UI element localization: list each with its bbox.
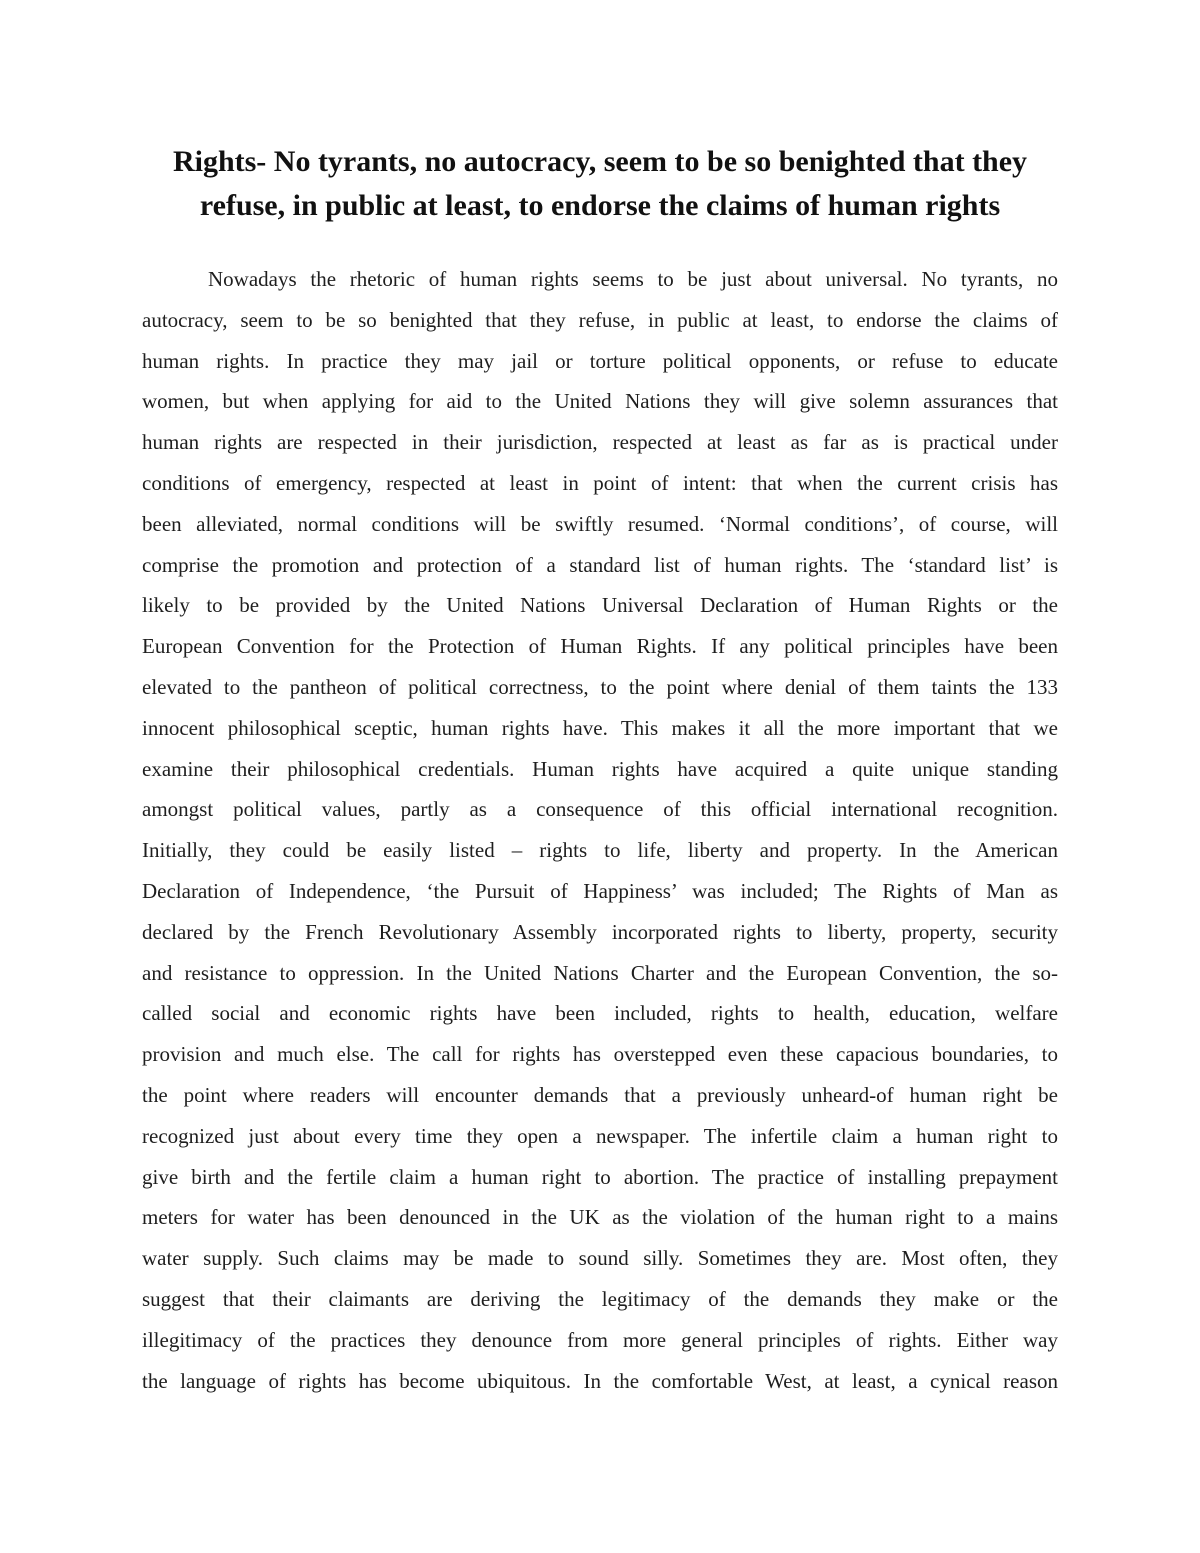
body-paragraph	[142, 259, 1058, 1401]
body-line: elevated to the pantheon of political correctness, to the point where denial of them taints the 133	[142, 674, 1058, 699]
body-line: likely to be provided by the United Nations Universal Declaration of Human Rights or the	[142, 593, 1058, 618]
body-line: the language of rights has become ubiquitous. In the comfortable West, at least, a cynical reason	[142, 1368, 1058, 1393]
body-line: meters for water has been denounced in the UK as the violation of the human right to a mains	[142, 1205, 1058, 1230]
body-line: conditions of emergency, respected at least in point of intent: that when the current crisis has	[142, 470, 1058, 495]
body-line: called social and economic rights have been included, rights to health, education, welfare	[142, 1001, 1058, 1026]
body-line: autocracy, seem to be so benighted that they refuse, in public at least, to endorse the claims of	[142, 307, 1058, 332]
body-line: Declaration of Independence, ‘the Pursuit of Happiness’ was included; The Rights of Man as	[142, 878, 1058, 903]
body-line: comprise the promotion and protection of a standard list of human rights. The ‘standard list’ is	[142, 552, 1058, 577]
body-line: European Convention for the Protection of Human Rights. If any political principles have been	[142, 634, 1058, 659]
body-line: women, but when applying for aid to the United Nations they will give solemn assurances that	[142, 389, 1058, 414]
title-line: refuse, in public at least, to endorse the claims of human rights	[199, 189, 1001, 222]
body-line: and resistance to oppression. In the United Nations Charter and the European Convention, the so-	[142, 960, 1058, 985]
body-line: Nowadays the rhetoric of human rights seems to be just about universal. No tyrants, no	[208, 267, 1058, 291]
body-line: examine their philosophical credentials. Human rights have acquired a quite unique standing	[142, 756, 1058, 781]
body-line: suggest that their claimants are deriving the legitimacy of the demands they make or the	[142, 1286, 1058, 1311]
body-line: Initially, they could be easily listed – rights to life, liberty and property. In the American	[142, 838, 1058, 863]
body-line: declared by the French Revolutionary Assembly incorporated rights to liberty, property, security	[142, 919, 1058, 944]
body-line: recognized just about every time they open a newspaper. The infertile claim a human right to	[142, 1123, 1058, 1148]
body-line: illegitimacy of the practices they denounce from more general principles of rights. Either way	[142, 1327, 1058, 1352]
body-line: human rights are respected in their jurisdiction, respected at least as far as is practical under	[142, 430, 1058, 455]
document-title	[120, 140, 1080, 228]
body-line: the point where readers will encounter demands that a previously unheard-of human right be	[142, 1082, 1058, 1107]
body-line: innocent philosophical sceptic, human rights have. This makes it all the more important that we	[142, 715, 1058, 740]
body-line: amongst political values, partly as a consequence of this official international recognition.	[142, 797, 1058, 822]
body-line: give birth and the fertile claim a human right to abortion. The practice of installing prepayment	[142, 1164, 1058, 1189]
body-line: been alleviated, normal conditions will be swiftly resumed. ‘Normal conditions’, of course, will	[142, 511, 1058, 536]
body-line: water supply. Such claims may be made to sound silly. Sometimes they are. Most often, they	[142, 1246, 1058, 1271]
body-line: provision and much else. The call for rights has overstepped even these capacious boundaries, to	[142, 1042, 1058, 1067]
title-line: Rights- No tyrants, no autocracy, seem to be so benighted that they	[172, 145, 1028, 178]
body-line: human rights. In practice they may jail or torture political opponents, or refuse to educate	[142, 348, 1058, 373]
